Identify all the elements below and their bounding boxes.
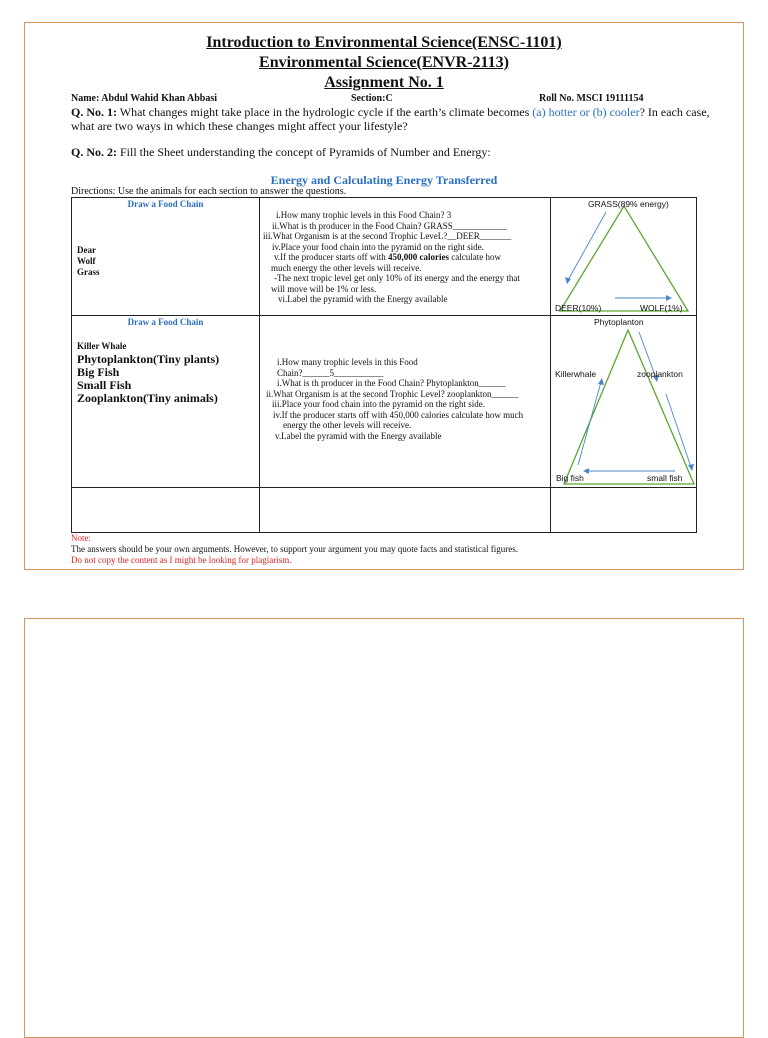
row1-q4: iv.Place your food chain into the pyramid on the right side. [272, 241, 484, 252]
student-info [71, 93, 697, 105]
q1-text-b: ? In each case, what are two ways in which these changes might affect your lifestyle? [71, 105, 710, 133]
row2-q4: iii.Place your food chain into the pyramid on the right side. [272, 399, 485, 409]
row1-q3: iii.What Organism is at the second Trophic LeveL?__DEER_______ [263, 231, 512, 241]
animal-item: Dear [77, 245, 96, 255]
note-label: Note: [71, 533, 91, 543]
document-titles [25, 33, 743, 93]
course-title-1: Introduction to Environmental Science(ENSC-1101) [206, 34, 562, 51]
pyramid-triangle [560, 206, 688, 311]
pyramid-top-label: GRASS(89% energy) [588, 199, 669, 209]
row2-q3: ii.What Organism is at the second Trophic Level? zooplankton______ [266, 388, 519, 399]
pyramid-bottom-right-label: small fish [647, 473, 683, 483]
worksheet-title: Energy and Calculating Energy Transferred [270, 173, 498, 187]
q1-text-a: What changes might take place in the hydrologic cycle if the earth’s climate becomes [117, 105, 533, 119]
row1-q5: v.If the producer starts off with 450,000 calories calculate how [274, 252, 501, 262]
q1-label: Q. No. 1: [71, 105, 117, 119]
row2-animals [77, 353, 219, 405]
arrow-head [598, 378, 604, 385]
row1-q6: vi.Label the pyramid with the Energy available [278, 294, 448, 304]
blank-page [24, 618, 744, 1038]
row1-q5-note: -The next tropic level get only 10% of its energy and the energy that [274, 273, 520, 283]
animal-item: Grass [77, 267, 100, 277]
question-2 [71, 145, 711, 159]
row2-q1: i.How many trophic levels in this Food [277, 357, 418, 367]
pyramid-triangle [564, 330, 694, 484]
animal-item: Zooplankton(Tiny animals) [77, 391, 218, 405]
column-divider [259, 198, 260, 532]
row-divider [72, 487, 696, 488]
row2-heading: Draw a Food Chain [127, 317, 204, 327]
animal-item: Wolf [77, 256, 96, 266]
arrow-line [578, 382, 601, 465]
row2-q2: i.What is th producer in the Food Chain? Phytoplankton______ [277, 378, 506, 388]
q2-label: Q. No. 2: [71, 145, 117, 159]
worksheet-table [71, 197, 697, 533]
animal-item: Small Fish [77, 378, 132, 392]
row1-q5-note-cont: will move will be 1% or less. [271, 283, 377, 294]
row1-q1: i.How many trophic levels in this Food Chain? 3 [276, 210, 452, 220]
q2-text: Fill the Sheet understanding the concept of Pyramids of Number and Energy: [117, 145, 491, 159]
row1-q2: ii.What is th producer in the Food Chain? GRASS____________ [272, 220, 507, 231]
animal-item: Big Fish [77, 365, 120, 379]
row2-q5-cont: energy the other levels will receive. [283, 420, 412, 430]
pyramid-left-label: Killerwhale [555, 369, 597, 379]
row2-q1-cont: Chain?______5___________ [277, 367, 384, 378]
row1-questions [262, 210, 546, 305]
row2-pyramid [551, 316, 697, 487]
arrow-line [567, 212, 606, 282]
worksheet-directions: Directions: Use the animals for each section to answer the questions. [71, 186, 347, 197]
arrow-head [565, 277, 571, 284]
row2-animals-head: Killer Whale [77, 341, 127, 351]
assignment-title: Assignment No. 1 [324, 74, 444, 91]
pyramid-right-label: WOLF(1%) [640, 303, 683, 313]
student-section: Section:C [351, 93, 393, 104]
row2-q6: v.Label the pyramid with the Energy available [275, 430, 442, 441]
question-1 [71, 105, 711, 133]
student-name: Name: Abdul Wahid Khan Abbasi [71, 93, 217, 104]
animal-item: Phytoplankton(Tiny plants) [77, 352, 220, 366]
pyramid-top-label: Phytoplanton [594, 317, 644, 327]
energy-pyramid-diagram [551, 198, 697, 315]
row1-q5-cont: much energy the other levels will receive. [271, 262, 422, 273]
course-title-2: Environmental Science(ENVR-2113) [259, 54, 509, 71]
q1-highlight: (a) hotter or (b) cooler [532, 105, 640, 119]
arrow-head [688, 464, 694, 471]
assignment-note [71, 533, 518, 566]
energy-pyramid-diagram [551, 316, 697, 487]
row1-heading: Draw a Food Chain [127, 199, 204, 209]
student-roll: Roll No. MSCI 19111154 [539, 93, 644, 104]
pyramid-bottom-left-label: Big fish [556, 473, 584, 483]
note-line-2: Do not copy the content as I might be looking for plagiarism. [71, 555, 292, 565]
pyramid-left-label: DEER(10%) [555, 303, 602, 313]
row1-animals [77, 245, 100, 278]
arrow-head [666, 295, 672, 301]
row2-questions [262, 357, 546, 441]
row2-q5: iv.If the producer starts off with 450,000 calories calculate how much [273, 409, 524, 420]
assignment-page [24, 22, 744, 570]
note-line-1: The answers should be your own arguments. However, to support your argument you may quote facts and statistical figures. [71, 544, 518, 554]
row1-pyramid [551, 198, 697, 315]
pyramid-right-label: zooplankton [637, 369, 683, 379]
arrow-line [666, 394, 691, 467]
